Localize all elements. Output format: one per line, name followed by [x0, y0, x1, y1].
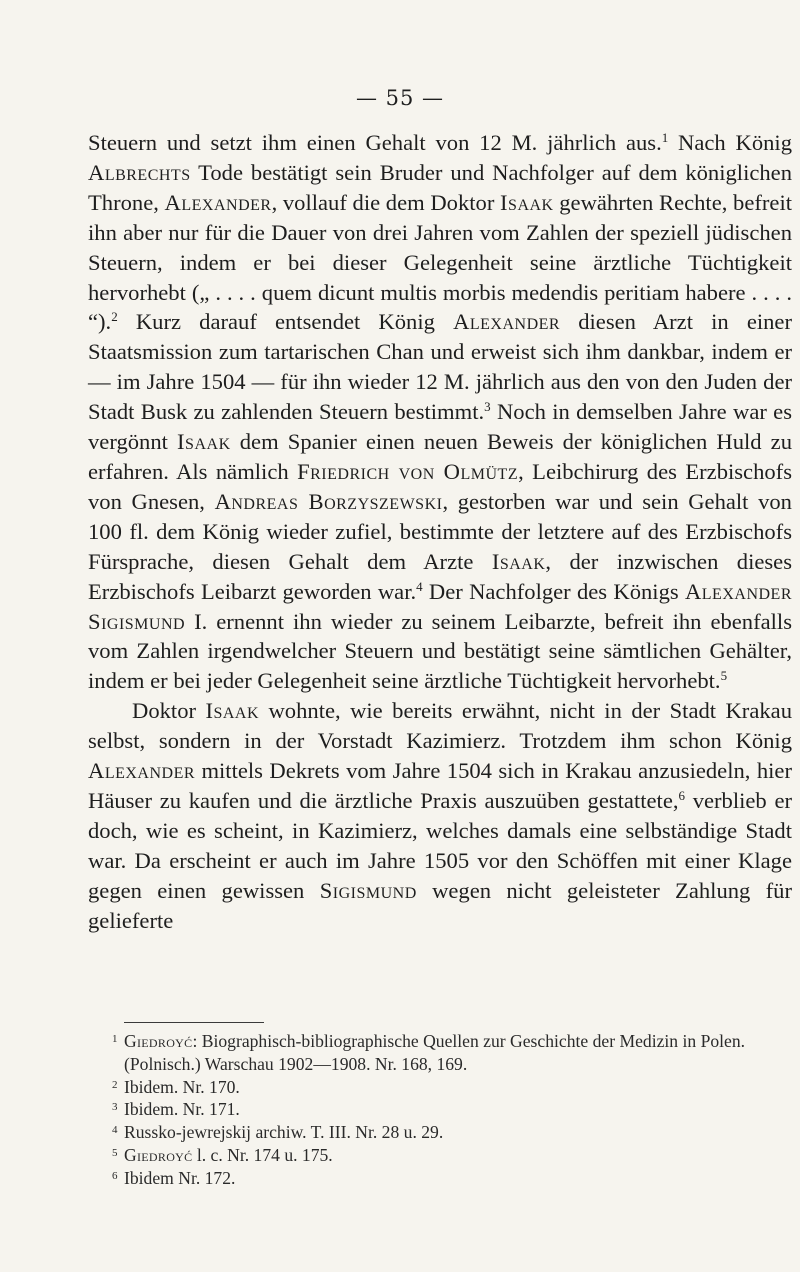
text-run: , gestorben war und sein Gehalt von 100 fl. dem König wieder zufiel, bestimmte der letztere auf des Erzbischofs Fürsprache, diesen Gehalt dem Arzte: [88, 488, 792, 574]
footnote-number: 1: [112, 1033, 118, 1045]
footnote-ref: 2: [111, 309, 118, 325]
person-name: Isaak: [500, 189, 554, 215]
person-name: Alexander Sigismund: [88, 578, 792, 634]
footnote-author: Giedroyć: [124, 1144, 193, 1165]
footnote-separator: [124, 1022, 264, 1023]
text-run: verblieb er doch, wie es scheint, in Kazimierz, welches damals eine selbständige Stadt war. Da erscheint er auch im Jahre 1505 vor den Schöffen mit einer Klage gegen einen gewissen: [88, 787, 792, 903]
footnote-ref: 4: [416, 578, 423, 594]
person-name: Isaak: [205, 698, 260, 724]
person-name: Friedrich von Olmütz: [297, 458, 519, 484]
person-name: Alexander: [164, 189, 272, 215]
footnote-number: 3: [112, 1101, 118, 1114]
text-run: , der inzwischen dieses Erzbischofs Leibarzt geworden war.: [88, 548, 792, 604]
footnote-number: 5: [112, 1146, 118, 1159]
footnote-ref: 5: [720, 668, 728, 684]
footnote-4: [96, 1121, 790, 1144]
text-run: I. ernennt ihn wieder zu seinem Leibarzte, befreit ihn ebenfalls vom Zahlen irgendwelcher Steuern und bestätigt seine sämtlichen Gehälter, indem er bei jeder Gelegenheit seine ärztliche Tüchtigkeit hervorhebt.: [88, 608, 792, 694]
text-run: mittels Dekrets vom Jahre 1504 sich in Krakau anzusiedeln, hier Häuser zu kaufen und die ärztliche Praxis auszuüben gestattete,: [88, 758, 792, 813]
paragraph-2: [88, 696, 792, 935]
person-name: Isaak: [491, 548, 546, 574]
text-run: gewährten Rechte, befreit ihn aber nur für die Dauer von drei Jahren vom Zahlen der speziell jüdischen Steuern, indem er bei dieser Gelegenheit seine ärztliche Tüchtigkeit hervorhebt („ . . . . quem dicunt multis morbis medendis peritiam habere . . . . “).: [88, 189, 792, 335]
footnote-text: Ibidem. Nr. 171.: [124, 1099, 240, 1120]
footnote-text: Ibidem Nr. 172.: [124, 1167, 236, 1188]
footnote-ref: 3: [484, 399, 491, 415]
text-run: Steuern und setzt ihm einen Gehalt von 12 M. jährlich aus.: [88, 130, 662, 155]
footnote-text: Russko-jewrejskij archiw. T. III. Nr. 28 u. 29.: [124, 1122, 444, 1143]
footnotes: [96, 1030, 790, 1190]
person-name: Alexander: [88, 758, 196, 784]
footnote-6: [96, 1167, 790, 1190]
footnote-2: [96, 1076, 790, 1099]
text-run: Kurz darauf entsendet König: [117, 309, 454, 335]
footnote-text: : Biographisch-bibliographische Quellen zur Geschichte der Medizin in Polen. (Polnisch.) Warschau 1902—1908. Nr. 168, 169.: [124, 1031, 746, 1074]
footnote-ref: 1: [661, 130, 669, 145]
footnote-ref: 6: [678, 787, 685, 803]
text-run: diesen Arzt in einer Staatsmission zum tartarischen Chan und erweist sich ihm dankbar, indem er — im Jahre 1504 — für ihn wieder 12 M. jährlich aus den von den Juden der Stadt Busk zu zahlenden Steuern bestimmt.: [88, 309, 792, 425]
text-run: , Leibchirurg des Erzbischofs von Gnesen,: [88, 458, 792, 514]
text-run: wohnte, wie bereits erwähnt, nicht in der Stadt Krakau selbst, sondern in der Vorstadt Kazimierz. Trotzdem ihm schon König: [88, 698, 792, 754]
person-name: Andreas Borzyszewski: [214, 488, 443, 514]
footnote-author: Giedroyć: [124, 1031, 193, 1051]
text-run: Nach König: [668, 130, 792, 155]
footnote-5: [96, 1144, 790, 1167]
footnote-text: l. c. Nr. 174 u. 175.: [192, 1144, 333, 1165]
text-run: dem Spanier einen neuen Beweis der königlichen Huld zu erfahren. Als nämlich: [88, 429, 792, 484]
text-run: , vollauf die dem Doktor: [271, 189, 501, 215]
text-run: Noch in demselben Jahre war es vergönnt: [88, 399, 793, 455]
footnote-number: 4: [112, 1124, 118, 1137]
text-run: Der Nachfolger des Königs: [422, 578, 685, 604]
text-run: Doktor: [132, 698, 206, 724]
person-name: Isaak: [177, 429, 231, 455]
footnote-number: 2: [112, 1078, 118, 1091]
footnote-1: [96, 1030, 790, 1076]
person-name: Sigismund: [319, 877, 417, 903]
text-run: Tode bestätigt sein Bruder und Nachfolger auf dem königlichen Throne,: [88, 159, 792, 215]
paragraph-1: [88, 128, 792, 696]
main-text: [88, 128, 792, 935]
footnote-text: Ibidem. Nr. 170.: [124, 1076, 240, 1097]
footnote-number: 6: [112, 1169, 118, 1182]
page-number: — 55 —: [355, 86, 445, 110]
person-name: Albrechts: [88, 159, 191, 185]
footnote-3: [96, 1098, 790, 1121]
text-run: wegen nicht geleisteter Zahlung für gelieferte: [88, 877, 793, 933]
person-name: Alexander: [453, 309, 561, 335]
